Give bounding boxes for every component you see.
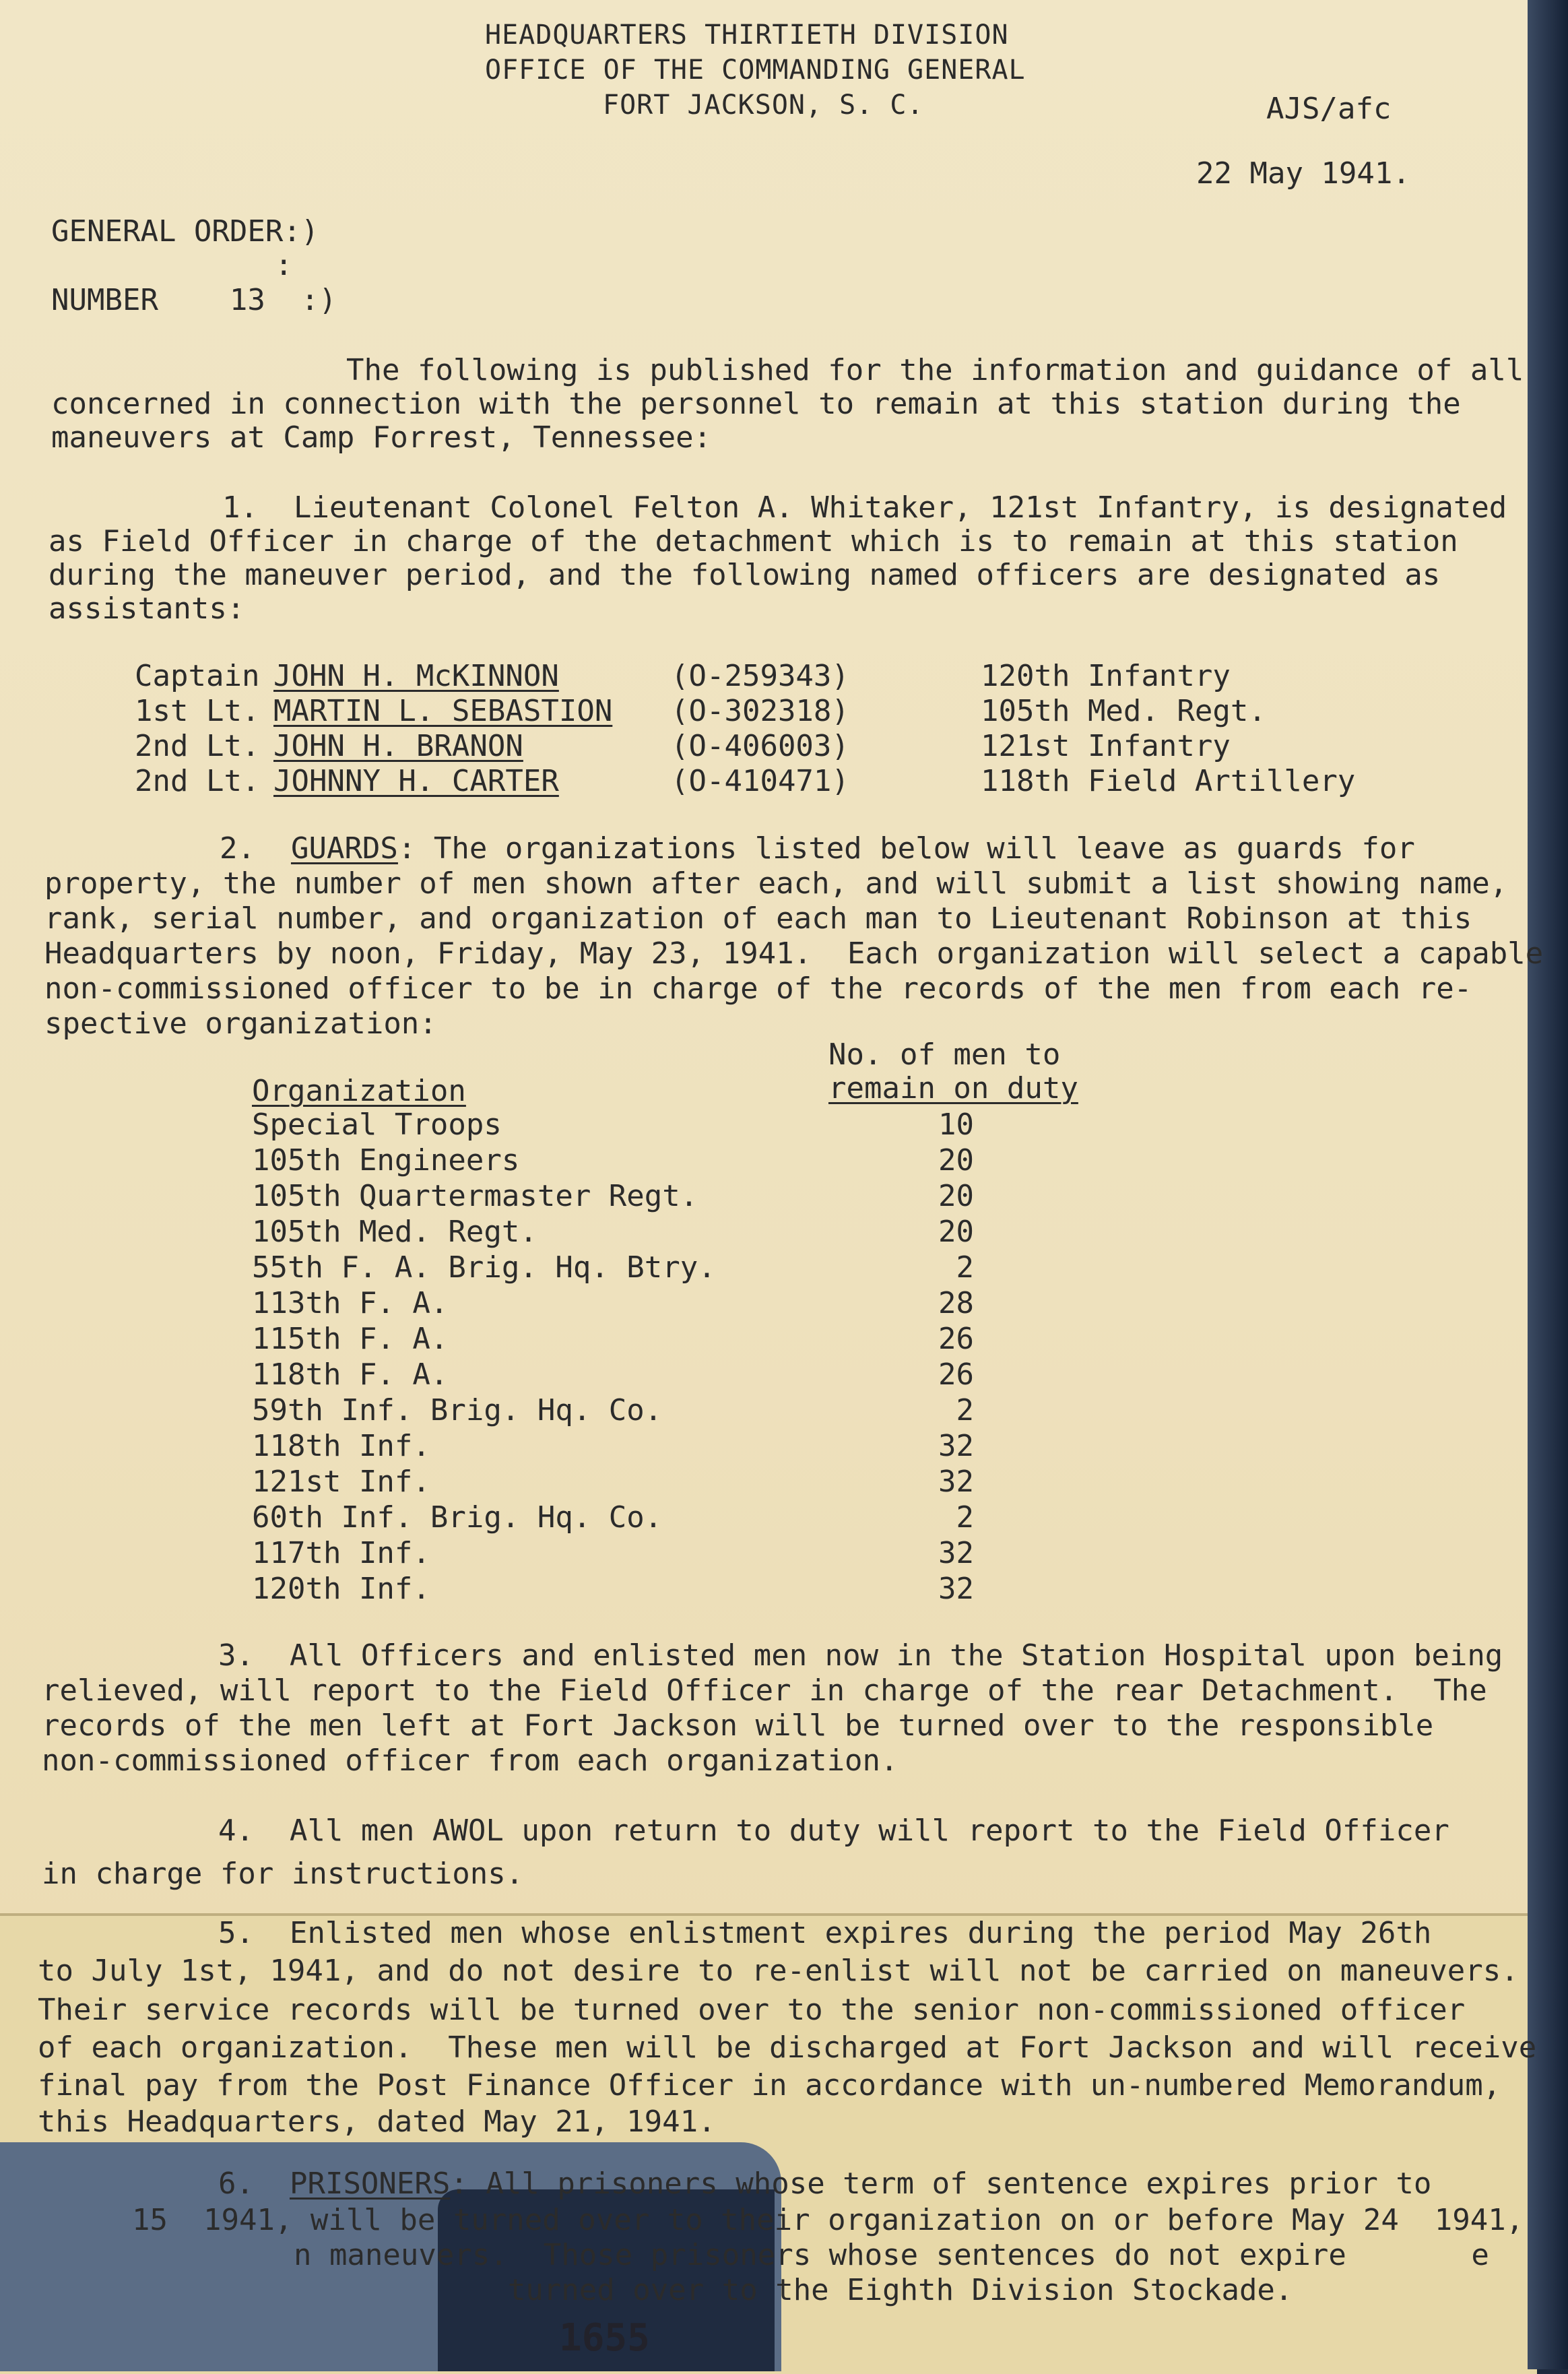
para6-line-4: turned over to the Eighth Division Stockade. xyxy=(222,2273,1293,2307)
officer-unit: 118th Field Artillery xyxy=(981,764,1356,798)
table-row-men: 20 xyxy=(938,1143,974,1178)
header-line-3: FORT JACKSON, S. C. xyxy=(603,90,924,121)
para2-line-1 xyxy=(220,831,1415,866)
organization-column-header: Organization xyxy=(252,1074,466,1108)
para5-line-6: this Headquarters, dated May 21, 1941. xyxy=(38,2105,716,2139)
officer-rank: 1st Lt. xyxy=(135,694,260,728)
para2-line-5: non-commissioned officer to be in charge of the records of the men from each re- xyxy=(44,971,1472,1006)
officer-serial: (O-410471) xyxy=(671,764,849,798)
table-row-organization: 121st Inf. xyxy=(252,1465,430,1499)
table-row-organization: 113th F. A. xyxy=(252,1286,449,1320)
men-column-header-line-1: No. of men to xyxy=(828,1037,1061,1072)
table-row-organization: 115th F. A. xyxy=(252,1322,449,1356)
officer-unit: 120th Infantry xyxy=(981,659,1231,693)
para6-line-2: 15 1941, will be turned over to their organization on or before May 24 1941, xyxy=(132,2203,1524,2237)
para2-line-4: Headquarters by noon, Friday, May 23, 1941. Each organization will select a capable xyxy=(44,936,1544,971)
table-row-organization: 120th Inf. xyxy=(252,1572,430,1606)
para6-line-1 xyxy=(218,2167,1431,2202)
para5-line-4: of each organization. These men will be discharged at Fort Jackson and will receive xyxy=(38,2030,1537,2065)
table-row-men: 2 xyxy=(956,1250,974,1285)
page-stamp-number: 1655 xyxy=(559,2316,650,2360)
para4-line-1: 4. All men AWOL upon return to duty will report to the Field Officer xyxy=(218,1814,1449,1848)
table-row-organization: 55th F. A. Brig. Hq. Btry. xyxy=(252,1250,716,1285)
table-row-organization: Special Troops xyxy=(252,1108,502,1142)
document-date: 22 May 1941. xyxy=(1196,156,1410,191)
officer-serial: (O-302318) xyxy=(671,694,849,728)
prisoners-heading: PRISONERS xyxy=(289,2167,451,2201)
para3-line-1: 3. All Officers and enlisted men now in the Station Hospital upon being xyxy=(218,1638,1503,1673)
para1-line-3: during the maneuver period, and the following named officers are designated as xyxy=(48,558,1441,592)
intro-line-2: concerned in connection with the personnel to remain at this station during the xyxy=(51,387,1461,421)
para1-line-2: as Field Officer in charge of the detachment which is to remain at this station xyxy=(48,524,1458,558)
header-line-1: HEADQUARTERS THIRTIETH DIVISION xyxy=(485,20,1009,51)
table-row-men: 20 xyxy=(938,1179,974,1213)
para1-line-1: 1. Lieutenant Colonel Felton A. Whitaker, 121st Infantry, is designated xyxy=(222,490,1507,525)
table-row-men: 28 xyxy=(938,1286,974,1320)
officer-rank: 2nd Lt. xyxy=(135,729,260,763)
intro-line-1: The following is published for the information and guidance of all xyxy=(346,353,1524,387)
para5-line-1: 5. Enlisted men whose enlistment expires during the period May 26th xyxy=(218,1916,1432,1950)
officer-serial: (O-259343) xyxy=(671,659,849,693)
para5-line-2: to July 1st, 1941, and do not desire to re-enlist will not be carried on maneuvers. xyxy=(38,1954,1519,1988)
para3-line-2: relieved, will report to the Field Officer in charge of the rear Detachment. The xyxy=(42,1673,1487,1708)
table-row-men: 32 xyxy=(938,1536,974,1570)
officer-rank: 2nd Lt. xyxy=(135,764,260,798)
general-order-label: GENERAL ORDER:) xyxy=(51,214,319,249)
table-row-organization: 59th Inf. Brig. Hq. Co. xyxy=(252,1393,663,1427)
table-row-men: 32 xyxy=(938,1429,974,1463)
men-column-header-line-2: remain on duty xyxy=(828,1071,1078,1105)
para3-line-3: records of the men left at Fort Jackson will be turned over to the responsible xyxy=(42,1708,1434,1743)
intro-line-3: maneuvers at Camp Forrest, Tennessee: xyxy=(51,420,712,455)
table-row-organization: 118th Inf. xyxy=(252,1429,430,1463)
table-row-men: 10 xyxy=(938,1108,974,1142)
table-row-organization: 118th F. A. xyxy=(252,1357,449,1392)
table-row-organization: 105th Med. Regt. xyxy=(252,1215,537,1249)
officer-unit: 121st Infantry xyxy=(981,729,1231,763)
table-row-organization: 117th Inf. xyxy=(252,1536,430,1570)
table-row-men: 32 xyxy=(938,1572,974,1606)
para2-number: 2. xyxy=(220,831,291,866)
guards-heading: GUARDS xyxy=(290,831,398,866)
table-row-organization: 60th Inf. Brig. Hq. Co. xyxy=(252,1500,663,1535)
order-number: NUMBER 13 :) xyxy=(51,283,337,317)
officer-name: JOHN H. BRANON xyxy=(273,729,523,763)
para5-line-3: Their service records will be turned over to the senior non-commissioned officer xyxy=(38,1993,1466,2027)
reference-initials: AJS/afc xyxy=(1266,92,1392,126)
para2-line-1-text: : The organizations listed below will leave as guards for xyxy=(397,831,1415,866)
para2-line-6: spective organization: xyxy=(44,1006,437,1041)
table-row-men: 2 xyxy=(956,1393,974,1427)
table-row-men: 26 xyxy=(938,1322,974,1356)
officer-rank: Captain xyxy=(135,659,260,693)
table-row-men: 20 xyxy=(938,1215,974,1249)
order-colon: : xyxy=(275,248,293,282)
para3-line-4: non-commissioned officer from each organization. xyxy=(42,1743,899,1778)
header-line-2: OFFICE OF THE COMMANDING GENERAL xyxy=(485,55,1026,86)
para2-line-3: rank, serial number, and organization of each man to Lieutenant Robinson at this xyxy=(44,901,1472,936)
para5-line-5: final pay from the Post Finance Officer in accordance with un-numbered Memorandum, xyxy=(38,2068,1501,2103)
officer-unit: 105th Med. Regt. xyxy=(981,694,1266,728)
table-row-men: 2 xyxy=(956,1500,974,1535)
table-row-men: 26 xyxy=(938,1357,974,1392)
para2-line-2: property, the number of men shown after each, and will submit a list showing name, xyxy=(44,866,1508,901)
table-row-men: 32 xyxy=(938,1465,974,1499)
background-edge xyxy=(1528,0,1568,2369)
officer-name: MARTIN L. SEBASTION xyxy=(273,694,613,728)
para1-line-4: assistants: xyxy=(48,591,245,626)
para6-number: 6. xyxy=(218,2167,290,2201)
officer-serial: (O-406003) xyxy=(671,729,849,763)
officer-name: JOHNNY H. CARTER xyxy=(273,764,559,798)
para4-line-2: in charge for instructions. xyxy=(42,1857,524,1891)
para6-line-3: n maneuvers. Those prisoners whose sentences do not expire e xyxy=(222,2238,1489,2272)
para6-line-1-text: : All prisoners whose term of sentence expires prior to xyxy=(450,2167,1432,2201)
table-row-organization: 105th Quartermaster Regt. xyxy=(252,1179,698,1213)
table-row-organization: 105th Engineers xyxy=(252,1143,520,1178)
officer-name: JOHN H. McKINNON xyxy=(273,659,559,693)
